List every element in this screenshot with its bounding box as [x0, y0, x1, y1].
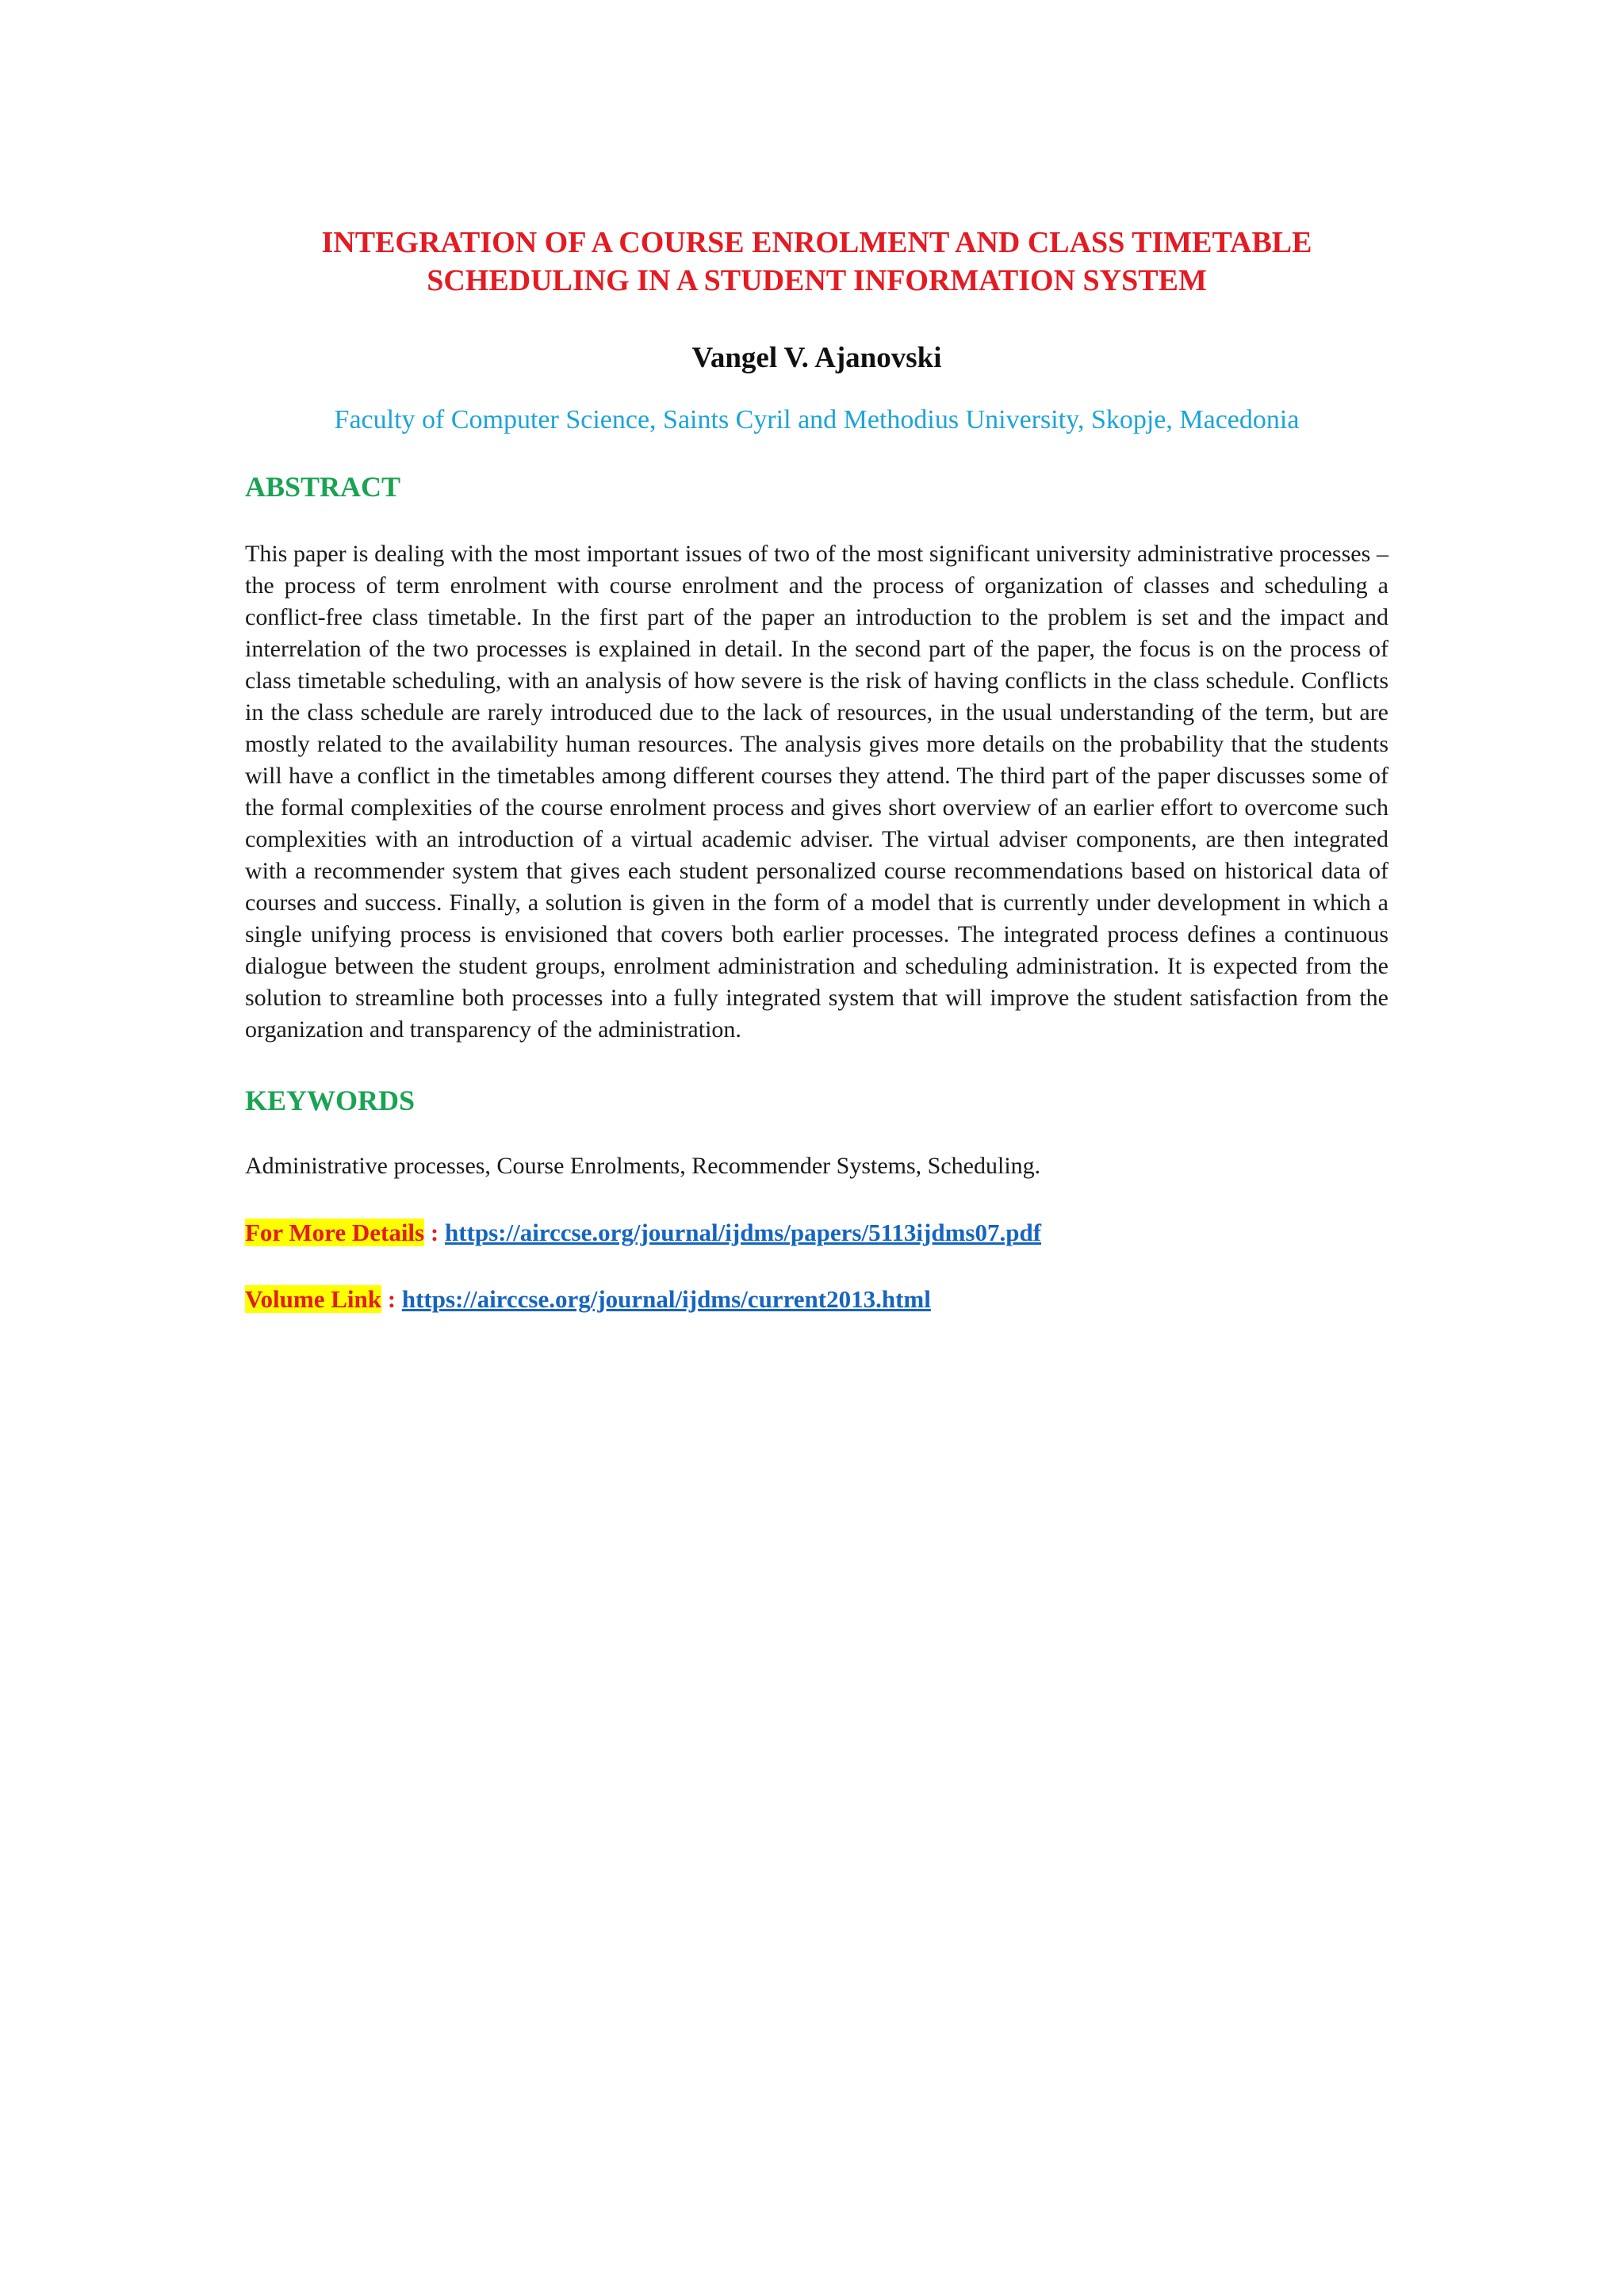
abstract-text: This paper is dealing with the most important issues of two of the most significant university administrative processes – the process of term enrolment with course enrolment and the process of organization of classes and scheduling a conflict-free class timetable. In the first part of the paper an introduction to the problem is set and the impact and interrelation of the two processes is explained in detail. In the second part of the paper, the focus is on the process of class timetable scheduling, with an analysis of how severe is the risk of having conflicts in the class schedule. Conflicts in the class schedule are rarely introduced due to the lack of resources, in the usual understanding of the term, but are mostly related to the availability human resources. The analysis gives more details on the probability that the students will have a conflict in the timetables among different courses they attend. The third part of the paper discusses some of the formal complexities of the course enrolment process and gives short overview of an earlier effort to overcome such complexities with an introduction of a virtual academic adviser. The virtual adviser components, are then integrated with a recommender system that gives each student personalized course recommendations based on historical data of courses and success. Finally, a solution is given in the form of a model that is currently under development in which a single unifying process is envisioned that covers both earlier processes. The integrated process defines a continuous dialogue between the student groups, enrolment administration and scheduling administration. It is expected from the solution to streamline both processes into a fully integrated system that will improve the student satisfaction from the organization and transparency of the administration.: [245, 541, 1388, 1043]
paper-title: [245, 224, 1388, 300]
abstract-heading: ABSTRACT: [245, 471, 401, 503]
volume-link-line: [245, 1284, 1388, 1315]
more-details-label: For More Details: [245, 1219, 425, 1246]
keywords-text: Administrative processes, Course Enrolments, Recommender Systems, Scheduling.: [245, 1153, 1041, 1179]
volume-link-label: Volume Link: [245, 1285, 381, 1313]
volume-link-separator: :: [387, 1285, 396, 1313]
more-details-separator: :: [430, 1219, 439, 1246]
author-name: Vangel V. Ajanovski: [691, 342, 942, 374]
more-details-line: [245, 1217, 1388, 1249]
more-details-link[interactable]: https://airccse.org/journal/ijdms/papers/5113ijdms07.pdf: [444, 1219, 1042, 1246]
volume-link[interactable]: https://airccse.org/journal/ijdms/current2013.html: [401, 1285, 931, 1313]
paper-content: [245, 224, 1388, 1315]
keywords-heading: KEYWORDS: [245, 1085, 416, 1116]
paper-title-line-2: SCHEDULING IN A STUDENT INFORMATION SYSTEM: [427, 264, 1207, 297]
author-affiliation: Faculty of Computer Science, Saints Cyril and Methodius University, Skopje, Macedonia: [334, 405, 1300, 434]
paper-title-line-1: INTEGRATION OF A COURSE ENROLMENT AND CLASS TIMETABLE: [321, 226, 1312, 259]
